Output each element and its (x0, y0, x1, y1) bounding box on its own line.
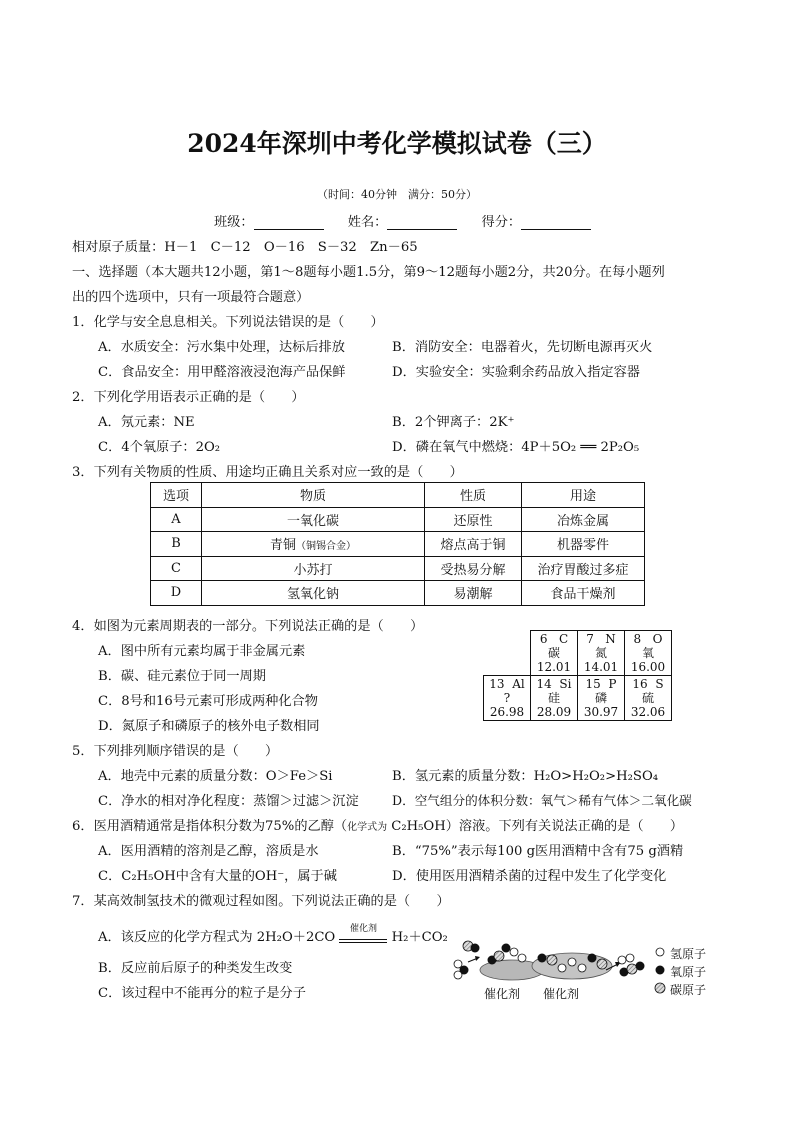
table-row (151, 556, 645, 581)
cell-use: 冶炼金属 (522, 507, 645, 532)
q5-stem: 5．下列排列顺序错误的是（ ） (72, 744, 279, 759)
cell-use: 机器零件 (522, 532, 645, 557)
legend-hydrogen-label: 氢原子 (670, 947, 707, 961)
q1-option-b: B．消防安全：电器着火，先切断电源再灭火 (392, 340, 653, 355)
score-blank[interactable] (521, 215, 591, 230)
q6-stem: 6．医用酒精通常是指体积分数为75%的乙醇（化学式为 C₂H₅OH）溶液。下列有关说法正确的是（ ） (72, 819, 684, 834)
table-row (151, 581, 645, 606)
table-header-row (151, 483, 645, 508)
q7-option-a: A．该反应的化学方程式为 2H₂O＋2CO 催化剂 H₂＋CO₂ (98, 923, 448, 945)
q5-option-c: C．净水的相对净化程度：蒸馏＞过滤＞沉淀 (98, 794, 359, 809)
element-cell: 15 P 磷 30.97 (578, 676, 625, 721)
q5-option-d: D．空气组分的体积分数：氧气＞稀有气体＞二氧化碳 (392, 793, 692, 808)
table-row (151, 532, 645, 557)
table-row (151, 507, 645, 532)
class-label: 班级： (214, 215, 254, 230)
class-blank[interactable] (254, 215, 324, 230)
name-blank[interactable] (387, 215, 457, 230)
q7-option-b: B．反应前后原子的种类发生改变 (98, 961, 293, 976)
q6-option-a: A．医用酒精的溶剂是乙醇，溶质是水 (98, 844, 319, 859)
periodic-table-fragment (483, 630, 672, 721)
exam-info: （时间：40分钟 满分：50分） (317, 188, 477, 201)
cell-option: B (151, 532, 202, 557)
element-cell: 16 S 硫 32.06 (625, 676, 672, 721)
q6-option-b: B．“75%”表示每100 g医用酒精中含有75 g酒精 (392, 844, 684, 859)
q2-option-d: D．磷在氧气中燃烧：4P＋5O₂ ══ 2P₂O₅ (392, 440, 640, 455)
q7-stem: 7．某高效制氢技术的微观过程如图。下列说法正确的是（ ） (72, 894, 450, 909)
hydrogen-atom-icon (656, 948, 664, 956)
oxygen-atom-icon (656, 966, 665, 975)
q5-option-a: A．地壳中元素的质量分数：O＞Fe＞Si (98, 769, 333, 784)
cell-substance: 小苏打 (202, 556, 425, 581)
element-cell: 7 N 氮 14.01 (578, 631, 625, 676)
reaction-condition: 催化剂 (339, 933, 387, 943)
q3-table (150, 482, 645, 606)
reactant-molecules (454, 941, 480, 979)
q4-stem: 4．如图为元素周期表的一部分。下列说法正确的是（ ） (72, 619, 424, 634)
q2-option-b: B．2个钾离子：2K⁺ (392, 415, 515, 430)
q1-option-d: D．实验安全：实验剩余药品放入指定容器 (392, 365, 640, 380)
q2-stem: 2．下列化学用语表示正确的是（ ） (72, 390, 305, 405)
catalyst-label-1: 催化剂 (484, 987, 521, 1001)
element-cell: 14 Si 硅 28.09 (531, 676, 578, 721)
cell-option: A (151, 507, 202, 532)
cell-use: 治疗胃酸过多症 (522, 556, 645, 581)
q1-option-c: C．食品安全：用甲醛溶液浸泡海产品保鲜 (98, 365, 346, 380)
legend-carbon-label: 碳原子 (670, 983, 707, 997)
q2-option-a: A．氖元素：NE (98, 415, 195, 430)
catalyst-label-2: 催化剂 (543, 987, 580, 1001)
section-heading: 一、选择题（本大题共12小题，第1～8题每小题1.5分，第9～12题每小题2分，共20分。在每小题列 (72, 265, 665, 280)
q5-option-b: B．氢元素的质量分数：H₂O>H₂O₂>H₂SO₄ (392, 769, 659, 784)
q1-option-a: A．水质安全：污水集中处理，达标后排放 (98, 340, 345, 355)
cell-use: 食品干燥剂 (522, 581, 645, 606)
legend-oxygen-label: 氧原子 (670, 965, 707, 979)
student-fields (214, 211, 611, 230)
q6-option-c: C．C₂H₅OH中含有大量的OH⁻，属于碱 (98, 869, 337, 884)
cell-property: 易潮解 (425, 581, 522, 606)
q1-stem: 1．化学与安全息息相关。下列说法错误的是（ ） (72, 315, 384, 330)
periodic-row-2 (484, 631, 672, 676)
product-molecules (618, 954, 645, 977)
q4-option-d: D．氮原子和磷原子的核外电子数相同 (98, 719, 320, 734)
element-cell: 6 C 碳 12.01 (531, 631, 578, 676)
q4-option-b: B．碳、硅元素位于同一周期 (98, 669, 266, 684)
cell-substance (202, 532, 425, 557)
q2-option-c: C．4个氧原子：2O₂ (98, 440, 221, 455)
header-option: 选项 (151, 483, 202, 508)
score-label: 得分： (481, 215, 522, 230)
cell-option: D (151, 581, 202, 606)
cell-property: 受热易分解 (425, 556, 522, 581)
cell-property: 还原性 (425, 507, 522, 532)
cell-substance: 氢氧化钠 (202, 581, 425, 606)
cell-property: 熔点高于铜 (425, 532, 522, 557)
q7-option-c: C．该过程中不能再分的粒子是分子 (98, 986, 306, 1001)
element-cell: 13 Al ? 26.98 (484, 676, 531, 721)
q3-stem: 3．下列有关物质的性质、用途均正确且关系对应一致的是（ ） (72, 465, 463, 480)
substance-note: （铜锡合金） (296, 541, 356, 553)
atom-legend (655, 948, 665, 993)
header-substance: 物质 (202, 483, 425, 508)
name-label: 姓名： (347, 215, 388, 230)
periodic-row-3 (484, 676, 672, 721)
carbon-atom-icon (655, 983, 665, 993)
q4-option-a: A．图中所有元素均属于非金属元素 (98, 644, 306, 659)
cell-option: C (151, 556, 202, 581)
q6-option-d: D．使用医用酒精杀菌的过程中发生了化学变化 (392, 869, 667, 884)
section-heading-cont: 出的四个选项中，只有一项最符合题意） (72, 290, 310, 305)
q4-option-c: C．8号和16号元素可形成两种化合物 (98, 694, 318, 709)
page-title: 2024年深圳中考化学模拟试卷（三） (187, 129, 607, 158)
cell-substance: 一氧化碳 (202, 507, 425, 532)
substance-name: 青铜 (269, 538, 296, 554)
atomic-masses: 相对原子质量：H－1 C－12 O－16 S－32 Zn－65 (72, 240, 418, 255)
header-property: 性质 (425, 483, 522, 508)
element-cell: 8 O 氧 16.00 (625, 631, 672, 676)
q6-stem-note: 化学式为 (347, 822, 388, 833)
header-use: 用途 (522, 483, 645, 508)
empty-cell (484, 631, 531, 676)
